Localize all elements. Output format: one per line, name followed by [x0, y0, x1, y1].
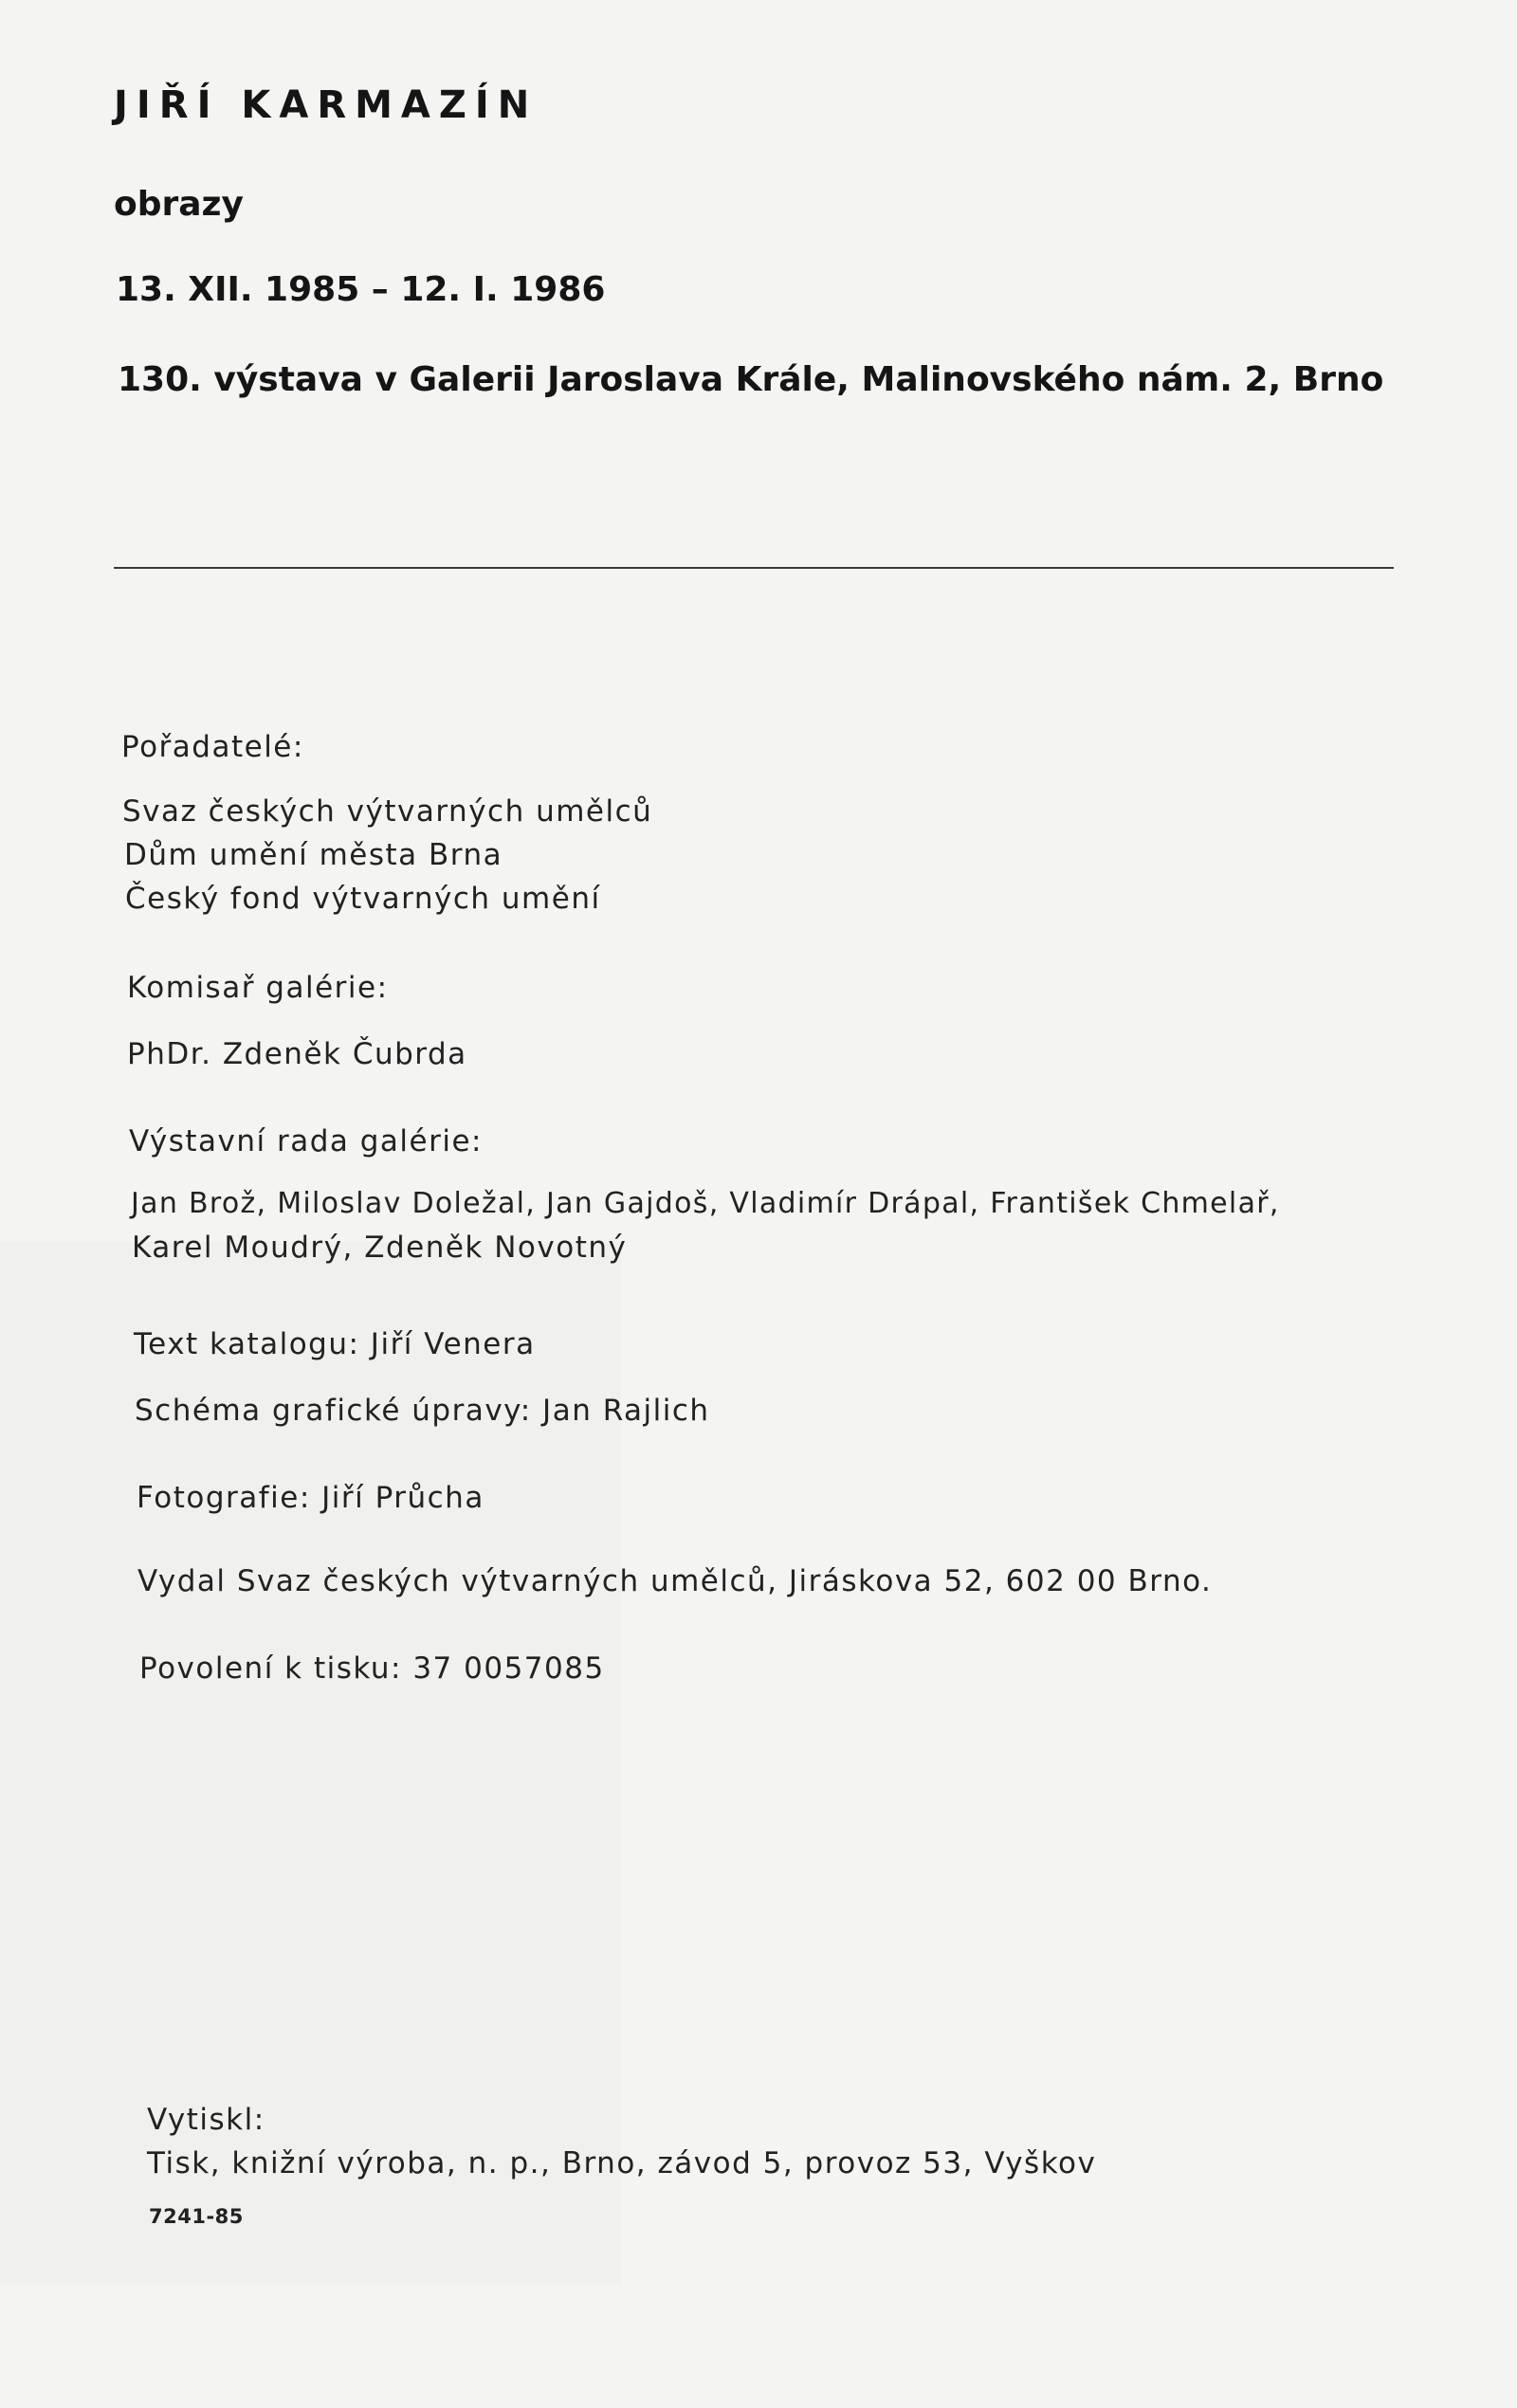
organizers-label: Pořadatelé:	[121, 730, 304, 764]
exhibition-subtitle: obrazy	[114, 185, 244, 224]
publisher-credit: Vydal Svaz českých výtvarných umělců, Jiráskova 52, 602 00 Brno.	[137, 1564, 1213, 1598]
organizer-item: Český fond výtvarných umění	[125, 882, 601, 916]
commissioner-label: Komisař galérie:	[127, 971, 389, 1005]
print-permit: Povolení k tisku: 37 0057085	[139, 1651, 605, 1686]
print-code: 7241-85	[149, 2205, 244, 2228]
organizer-item: Dům umění města Brna	[124, 838, 503, 872]
organizer-item: Svaz českých výtvarných umělců	[122, 794, 653, 829]
exhibition-venue: 130. výstava v Galerii Jaroslava Krále, Malinovského nám. 2, Brno	[118, 360, 1384, 399]
photo-credit: Fotografie: Jiří Průcha	[137, 1481, 484, 1515]
catalog-text-credit: Text katalogu: Jiří Venera	[134, 1327, 536, 1361]
council-members-line-2: Karel Moudrý, Zdeněk Novotný	[132, 1231, 628, 1265]
divider-line	[114, 567, 1394, 569]
artist-name: JIŘÍ KARMAZÍN	[114, 83, 539, 127]
council-label: Výstavní rada galérie:	[129, 1124, 483, 1158]
printer-name: Tisk, knižní výroba, n. p., Brno, závod 5, provoz 53, Vyškov	[147, 2146, 1097, 2180]
exhibition-dates: 13. XII. 1985 – 12. I. 1986	[116, 270, 606, 309]
design-credit: Schéma grafické úpravy: Jan Rajlich	[135, 1394, 710, 1428]
printer-label: Vytiskl:	[147, 2103, 265, 2137]
council-members-line-1: Jan Brož, Miloslav Doležal, Jan Gajdoš, Vladimír Drápal, František Chmelař,	[131, 1187, 1280, 1220]
commissioner-name: PhDr. Zdeněk Čubrda	[127, 1037, 467, 1071]
